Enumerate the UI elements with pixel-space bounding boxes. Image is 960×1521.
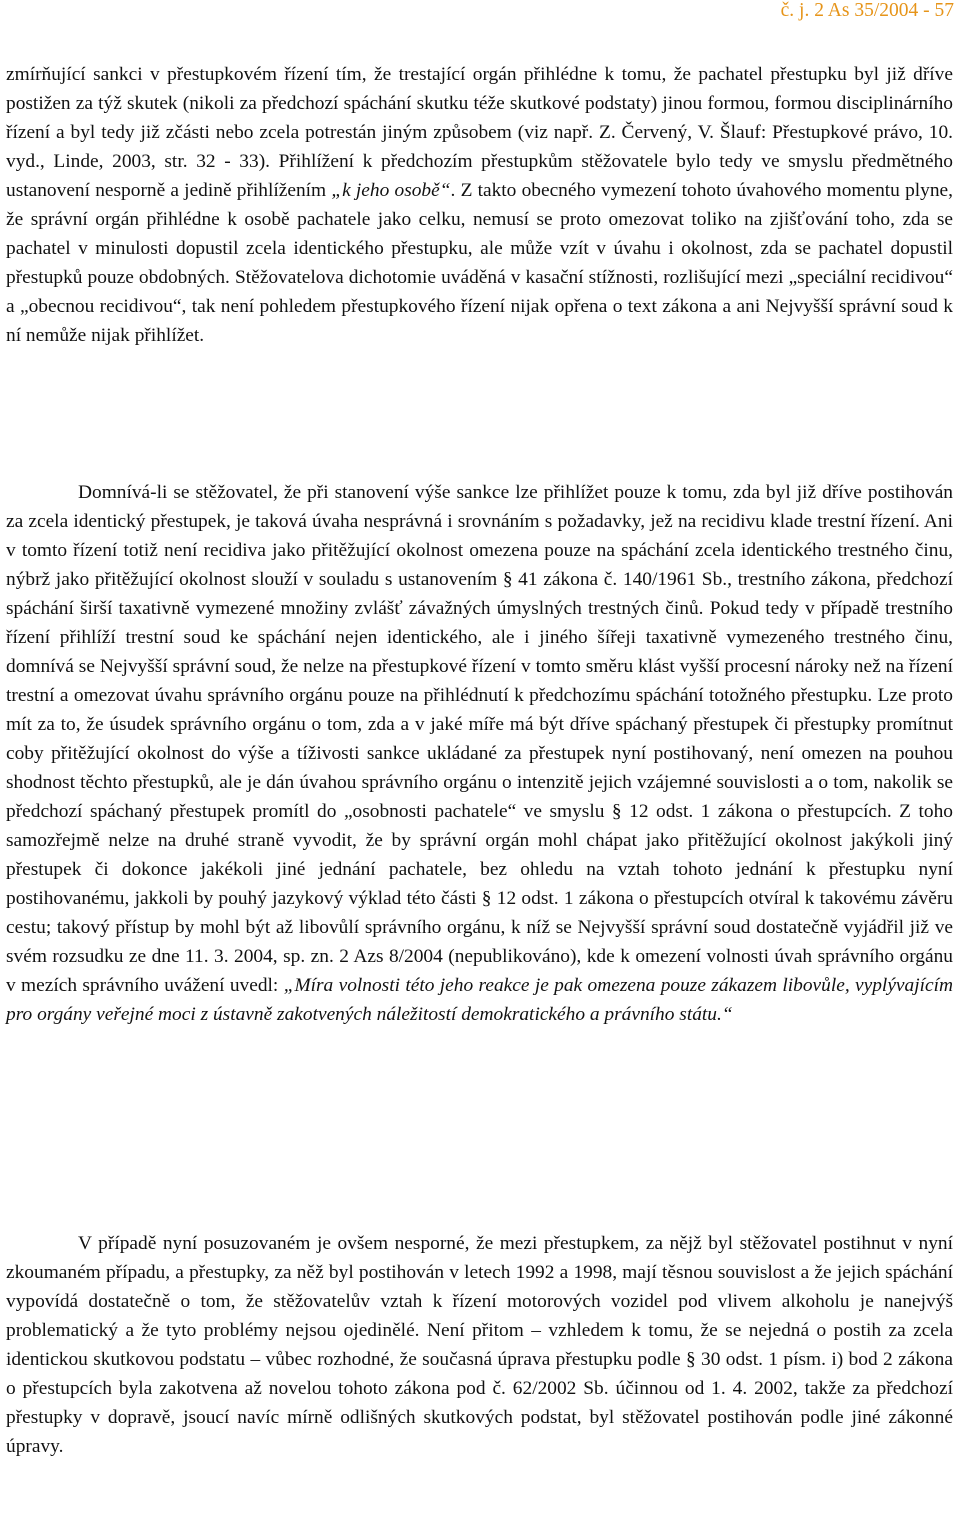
paragraph-2-quote: „Míra volnosti této jeho reakce je pak omezena pouze zákazem libovůle, vyplývajícím pro orgány veřejné moci z ústavně zakotvených náležitostí demokratického a právního státu.“ [6, 975, 954, 1025]
paragraph-2 [6, 478, 953, 1029]
paragraph-1-text-a: zmírňující sankci v přestupkovém řízení tím, že trestající orgán přihlédne k tomu, že pachatel přestupku byl již dříve postižen za týž skutek (nikoli za předchozí spáchání skutku téže skutkové podstaty) jinou formou, formou disciplinárního řízení a byl tedy již zčásti nebo zcela potrestán jiným způsobem (viz např. Z. Červený, V. Šlauf: Přestupkové právo, 10. vyd., Linde, 2003, str. 32 - 33). Přihlížení k předchozím přestupkům stěžovatele bylo tedy ve smyslu předmětného ustanovení nesporně a jedině přihlížením [6, 64, 953, 201]
paragraph-3 [6, 1229, 953, 1461]
paragraph-1-text-b: . Z takto obecného vymezení tohoto úvahového momentu plyne, že správní orgán přihlédne k osobě pachatele jako celku, nemusí se proto omezovat toliko na zjišťování toho, zda se pachatel v minulosti dopustil zcela identického přestupku, ale může vzít v úvahu i okolnost, zda se pachatel dopustil přestupků pouze obdobných. Stěžovatelova dichotomie uváděná v kasační stížnosti, rozlišující mezi „speciální recidivou“ a „obecnou recidivou“, tak není pohledem přestupkového řízení nijak opřena o text zákona a ani Nejvyšší správní soud k ní nemůže nijak přihlížet. [6, 180, 953, 346]
paragraph-3-text: V případě nyní posuzovaném je ovšem nesporné, že mezi přestupkem, za nějž byl stěžovatel postihnut v nyní zkoumaném případu, a přestupky, za něž byl postihován v letech 1992 a 1998, mají těsnou souvislost a že jejich spáchání vypovídá dostatečně o tom, že stěžovatelův vztah k řízení motorových vozidel pod vlivem alkoholu je nanejvýš problematický a že tyto problémy nejsou ojedinělé. Není přitom – vzhledem k tomu, že se nejedná o postih za zcela identickou skutkovou podstatu – vůbec rozhodné, že současná úprava přestupku podle § 30 odst. 1 písm. i) bod 2 zákona o přestupcích byla zakotvena až novelou tohoto zákona pod č. 62/2002 Sb. účinnou od 1. 4. 2002, takže za předchozí přestupky v dopravě, jsoucí navíc mírně odlišných skutkových podstat, byl stěžovatel postihován podle jiné zákonné úpravy. [6, 1233, 953, 1457]
paragraph-2-text: Domnívá-li se stěžovatel, že při stanovení výše sankce lze přihlížet pouze k tomu, zda byl již dříve postihován za zcela identický přestupek, je taková úvaha nesprávná i srovnáním s požadavky, jež na recidivu klade trestní řízení. Ani v tomto řízení totiž není recidiva jako přitěžující okolnost omezena pouze na spáchání zcela identického trestného činu, nýbrž jako přitěžující okolnost slouží v souladu s ustanovením § 41 zákona č. 140/1961 Sb., trestního zákona, předchozí spáchání širší taxativně vymezené množiny zvlášť závažných úmyslných trestných činů. Pokud tedy v případě trestního řízení přihlíží trestní soud ke spáchání nejen identického, ale i jiného šířeji taxativně vymezeného trestného činu, domnívá se Nejvyšší správní soud, že nelze na přestupkové řízení v tomto směru klást vyšší procesní nároky než na řízení trestní a omezovat úvahu správního orgánu pouze na přihlédnutí k předchozímu spáchání totožného přestupku. Lze proto mít za to, že úsudek správního orgánu o tom, zda a v jaké míře má být dříve spáchaný přestupek či přestupky promítnut coby přitěžující okolnost do výše a tíživosti sankce ukládané za přestupek nyní postihovaný, není omezen na pouhou shodnost těchto přestupků, ale je dán úvahou správního orgánu o intenzitě jejich vzájemné souvislosti a o tom, nakolik se předchozí spáchaný přestupek promítl do „osobnosti pachatele“ ve smyslu § 12 odst. 1 zákona o přestupcích. Z toho samozřejmě nelze na druhé straně vyvodit, že by správní orgán mohl chápat jako přitěžující okolnost jakýkoli jiný přestupek či dokonce jakékoli jiné jednání pachatele, bez ohledu na vztah tohoto jednání k přestupku nyní postihovanému, jakkoli by pouhý jazykový výklad této části § 12 odst. 1 zákona o přestupcích otvíral k takovému závěru cestu; takový přístup by mohl být až libovůlí správního orgánu, k níž se Nejvyšší správní soud dostatečně vyjádřil již ve svém rozsudku ze dne 11. 3. 2004, sp. zn. 2 Azs 8/2004 (nepublikováno), kde k omezení volnosti úvah správního orgánu v mezích správního uvážení uvedl: [6, 482, 953, 996]
case-reference: č. j. 2 As 35/2004 - 57 [780, 0, 954, 21]
paragraph-1-emphasis: „k jeho osobě“ [331, 180, 451, 201]
paragraph-1 [6, 60, 953, 350]
